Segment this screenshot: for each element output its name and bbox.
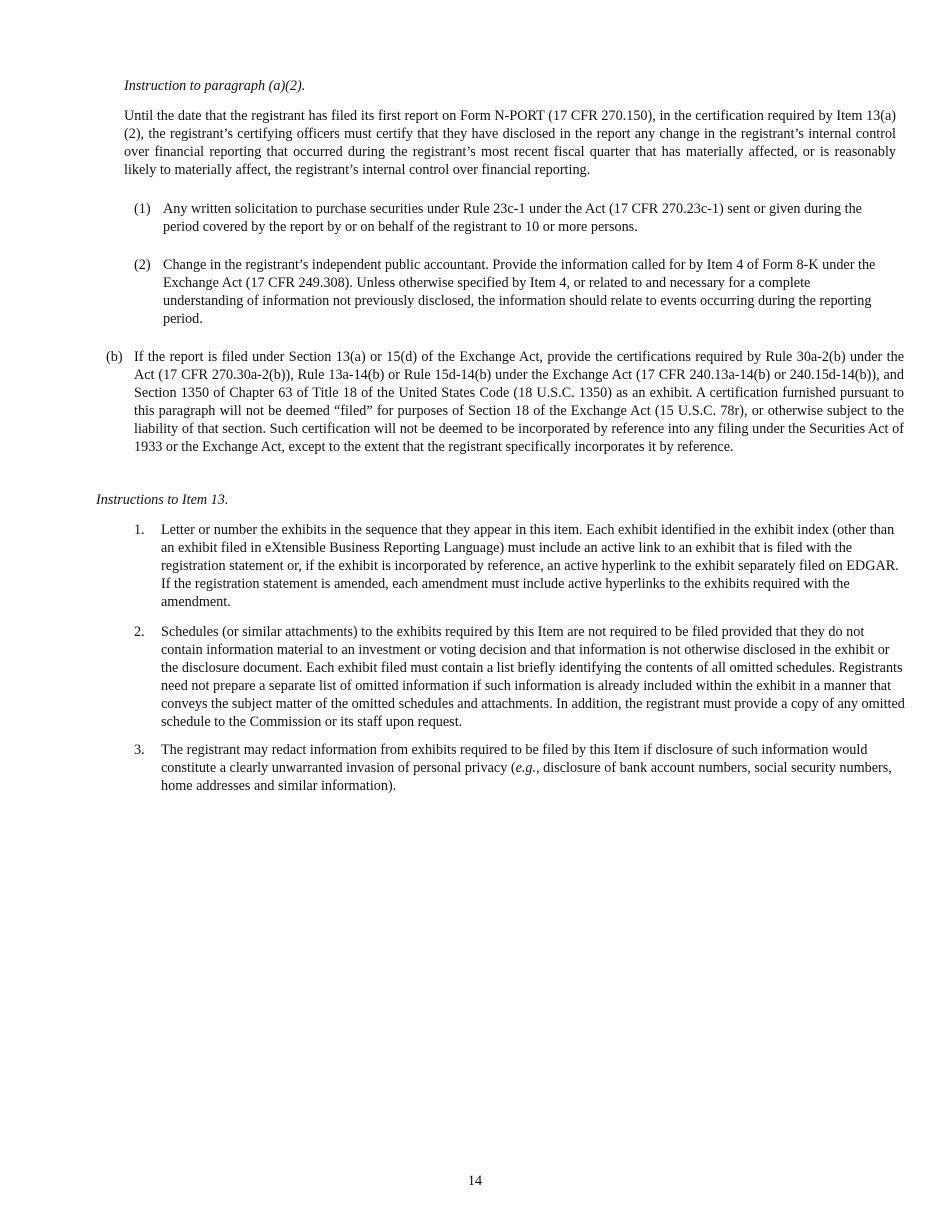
instruction-item-text-after: , disclosure of bank account numbers, social security numbers, home addresses and similar information). [161, 760, 892, 794]
instruction-item-text-italic: e.g. [515, 760, 537, 776]
instruction-item-marker: 1. [134, 522, 145, 538]
instruction-item-text-before: The registrant may redact information from exhibits required to be filed by this Item if disclosure of such information would constitute a clearly unwarranted invasion of personal privacy ( [161, 742, 868, 776]
instruction-item-text [161, 741, 905, 795]
paragraph-a2: Until the date that the registrant has filed its first report on Form N-PORT (17 CFR 270.150), in the certification required by Item 13(a)(2), the registrant’s certifying officers must certify that they have disclosed in the report any change in the registrant’s internal control over financial reporting that occurred during the registrant’s most recent fiscal quarter that has materially affected, or is reasonably likely to materially affect, the registrant’s internal control over financial reporting. [124, 108, 896, 178]
instruction-item-text: Schedules (or similar attachments) to the exhibits required by this Item are not required to be filed provided that they do not contain information material to an investment or voting decision and that information is not otherwise disclosed in the exhibit or the disclosure document. Each exhibit filed must contain a list briefly identifying the contents of all omitted schedules. Registrants need not prepare a separate list of omitted information if such information is already included within the exhibit in a manner that conveys the subject matter of the omitted schedules and attachments. In addition, the registrant must provide a copy of any omitted schedule to the Commission or its staff upon request. [161, 624, 905, 730]
list-item-marker: (1) [134, 201, 151, 217]
instruction-item-marker: 2. [134, 624, 145, 640]
instruction-heading: Instruction to paragraph (a)(2). [124, 78, 306, 94]
list-item-text: Any written solicitation to purchase securities under Rule 23c-1 under the Act (17 CFR 270.23c-1) sent or given during the period covered by the report by or on behalf of the registrant to 10 or more persons. [163, 201, 862, 235]
instruction-item-text: Letter or number the exhibits in the sequence that they appear in this item. Each exhibit identified in the exhibit index (other than an exhibit filed in eXtensible Business Reporting Language) must include an active link to an exhibit that is filed with the registration statement or, if the exhibit is incorporated by reference, an active hyperlink to the exhibit separately filed on EDGAR. If the registration statement is amended, each amendment must include active hyperlinks to the exhibits required with the amendment. [161, 522, 899, 610]
list-item-marker: (2) [134, 257, 151, 273]
instructions-item13-heading: Instructions to Item 13. [96, 492, 229, 508]
paragraph-b-text: If the report is filed under Section 13(a) or 15(d) of the Exchange Act, provide the certifications required by Rule 30a-2(b) under the Act (17 CFR 270.30a-2(b)), Rule 13a-14(b) or Rule 15d-14(b) under the Exchange Act (17 CFR 240.13a-14(b) or 240.15d-14(b)), and Section 1350 of Chapter 63 of Title 18 of the United States Code (18 U.S.C. 1350) as an exhibit. A certification furnished pursuant to this paragraph will not be deemed “filed” for purposes of Section 18 of the Exchange Act (15 U.S.C. 78r), or otherwise subject to the liability of that section. Such certification will not be deemed to be incorporated by reference into any filing under the Securities Act of 1933 or the Exchange Act, except to the extent that the registrant specifically incorporates it by reference. [134, 349, 904, 455]
instruction-item-marker: 3. [134, 742, 145, 758]
paragraph-b-marker: (b) [106, 349, 123, 365]
list-item-text: Change in the registrant’s independent public accountant. Provide the information called for by Item 4 of Form 8-K under the Exchange Act (17 CFR 249.308). Unless otherwise specified by Item 4, or related to and necessary for a complete understanding of information not previously disclosed, the information should relate to events occurring during the reporting period. [163, 257, 876, 327]
page-number: 14 [467, 1173, 483, 1189]
